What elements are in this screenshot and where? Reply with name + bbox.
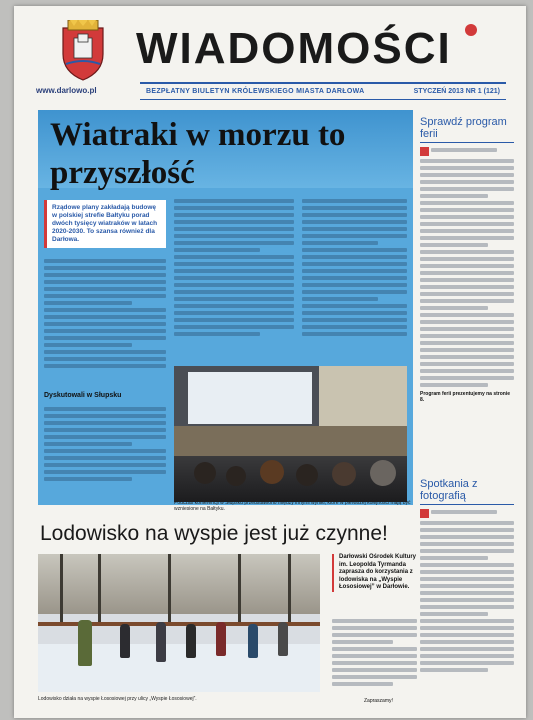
masthead-ribbon xyxy=(140,82,506,100)
sidebar-ferie-title: Sprawdź program ferii xyxy=(420,116,514,143)
masthead-title: WIADOMOŚCI xyxy=(136,24,452,73)
sidebar-ferie-body xyxy=(420,147,514,387)
newspaper-page xyxy=(14,6,526,718)
section-subhead: Dyskutowali w Słupsku xyxy=(44,392,122,399)
ice-rink-photo xyxy=(38,554,320,692)
coat-of-arms-icon xyxy=(58,20,108,82)
issue-date: STYCZEŃ 2013 NR 1 (121) xyxy=(413,88,500,95)
lodowisko-lead: Darłowski Ośrodek Kultury im. Leopolda Tyrmanda zaprasza do korzystania z lodowiska na „Wyspie Łososiowej” w Darłowie. xyxy=(332,554,417,592)
main-headline: Wiatraki w morzu to przyszłość xyxy=(50,117,346,191)
sidebar-foto-title: Spotkania z fotografią xyxy=(420,478,514,505)
body-column-2 xyxy=(174,196,294,364)
masthead-subtitle: BEZPŁATNY BIULETYN KRÓLEWSKIEGO MIASTA DARŁOWA xyxy=(146,88,365,95)
sidebar-foto xyxy=(420,478,514,675)
lodowisko-footer: Zapraszamy! xyxy=(364,698,393,704)
photo-background xyxy=(38,554,320,614)
stage xyxy=(174,426,407,456)
conference-photo xyxy=(174,366,407,502)
main-story xyxy=(38,110,413,505)
lodowisko-body xyxy=(332,616,417,696)
projection-screen xyxy=(188,372,312,424)
conference-caption: Podczas konferencji w Słupsku przedstawiono między innymi wyniki, które w pierwszej kolejności mają być wzniesione na Bałtyku. xyxy=(174,500,411,512)
sidebar-foto-body xyxy=(420,509,514,672)
website-link[interactable]: www.darlowo.pl xyxy=(36,86,97,95)
body-column-1 xyxy=(44,256,166,386)
dropcap-icon xyxy=(420,509,429,518)
dropcap-icon xyxy=(420,147,429,156)
body-column-4 xyxy=(44,404,166,500)
ice-rink-caption: Lodowisko działa na wyspie Łososiowej przy ulicy „Wyspie Łososiowej”. xyxy=(38,696,197,702)
sidebar-ferie xyxy=(420,116,514,403)
body-column-3 xyxy=(302,196,407,364)
sidebar-ferie-link: Program ferii prezentujemy na stronie 8. xyxy=(420,391,511,403)
masthead-dot xyxy=(465,24,477,36)
lodowisko-headline: Lodowisko na wyspie jest już czynne! xyxy=(40,522,388,545)
main-lead: Rządowe plany zakładają budowę w polskiej strefie Bałtyku porad dwóch tysięcy wiatraków w latach 2020-2030. To szansa również dla Darłowa. xyxy=(44,200,166,248)
